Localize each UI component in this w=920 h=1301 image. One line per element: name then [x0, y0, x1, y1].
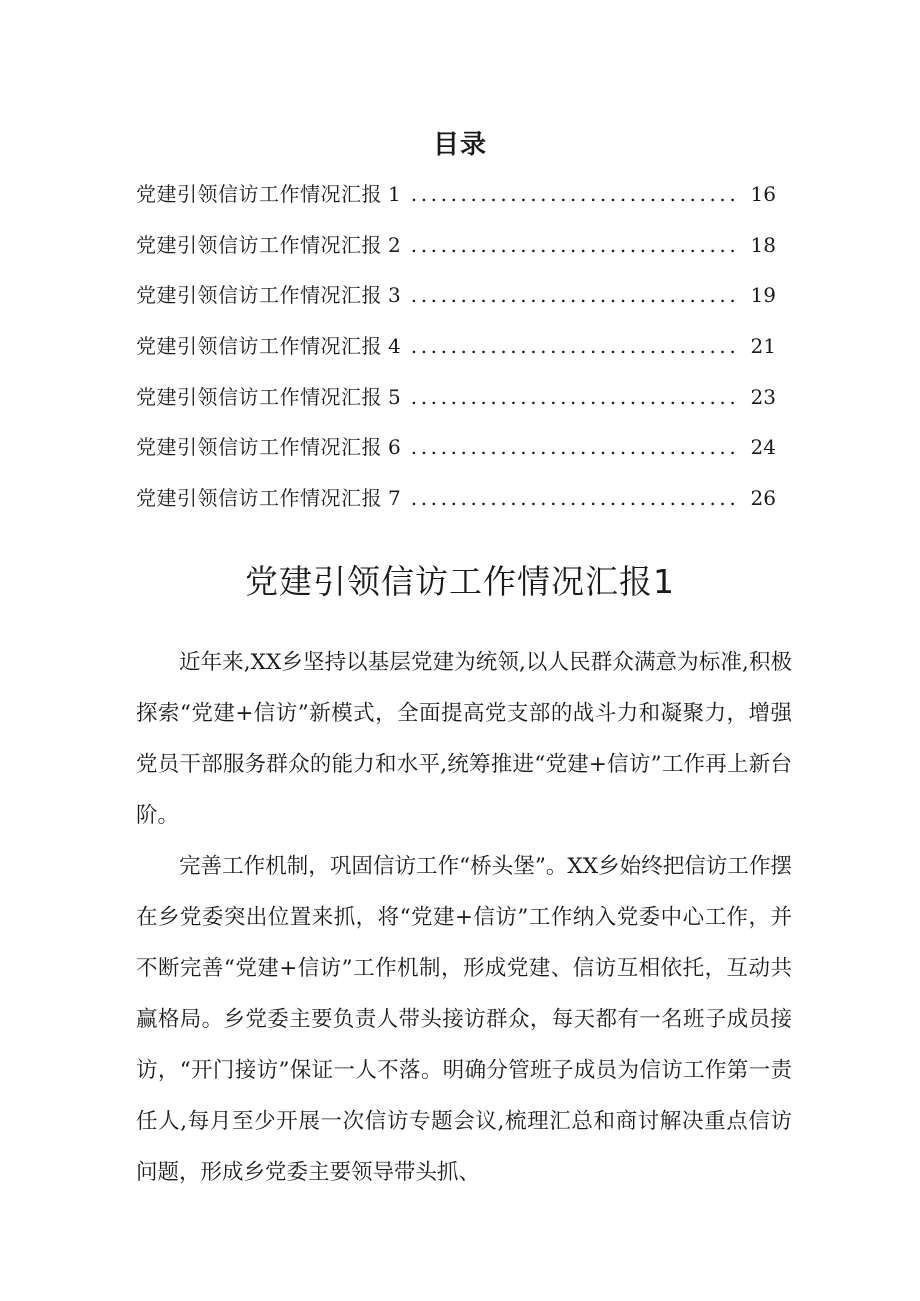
toc-entry-title: 党建引领信访工作情况汇报 [136, 384, 382, 409]
toc-entry[interactable] [136, 229, 776, 280]
toc-page-number: 21 [750, 334, 776, 359]
toc-entry-number: 1 [388, 182, 401, 206]
body-paragraph: 近年来,XX乡坚持以基层党建为统领,以人民群众满意为标准,积极探索“党建+信访”新模式，全面提高党支部的战斗力和凝聚力，增强党员干部服务群众的能力和水平,统筹推进“党建+信访”工作再上新台阶。 [136, 650, 792, 828]
toc-dot-leader [411, 486, 740, 510]
toc-entry-number: 5 [388, 384, 401, 409]
toc-entry-number: 2 [388, 232, 401, 257]
toc-entry-number: 3 [388, 283, 401, 308]
toc-entry[interactable] [136, 178, 776, 229]
toc-page-number: 16 [750, 182, 776, 206]
toc-dot-leader [411, 334, 740, 358]
toc-entry-number: 6 [388, 435, 401, 460]
toc-entry-title: 党建引领信访工作情况汇报 [136, 283, 382, 308]
toc-title: 目录 [432, 130, 487, 160]
toc-page-number: 26 [750, 486, 776, 511]
toc-entry-number: 7 [388, 486, 401, 511]
toc-entry-number: 4 [388, 334, 401, 359]
toc-entry[interactable] [136, 381, 776, 432]
toc-entry-title: 党建引领信访工作情况汇报 [136, 435, 382, 460]
toc-entry-title: 党建引领信访工作情况汇报 [136, 486, 382, 511]
document-title: 党建引领信访工作情况汇报1 [245, 562, 675, 601]
toc-page-number: 18 [750, 232, 776, 257]
toc-entry-title: 党建引领信访工作情况汇报 [136, 232, 382, 257]
toc-page-number: 23 [750, 384, 776, 409]
toc-entry-title: 党建引领信访工作情况汇报 [136, 334, 382, 359]
toc-page-number: 19 [750, 283, 776, 308]
toc-entry[interactable] [136, 431, 776, 482]
toc-dot-leader [411, 283, 740, 307]
toc-dot-leader [411, 182, 740, 206]
toc-entry-title: 党建引领信访工作情况汇报 [136, 182, 382, 206]
body-paragraph: 完善工作机制，巩固信访工作“桥头堡”。XX乡始终把信访工作摆在乡党委突出位置来抓，将“党建+信访”工作纳入党委中心工作，并不断完善“党建+信访”工作机制，形成党建、信访互相依托，互动共赢格局。乡党委主要负责人带头接访群众，每天都有一名班子成员接访，“开门接访”保证一人不落。明确分管班子成员为信访工作第一责任人,每月至少开展一次信访专题会议,梳理汇总和商讨解决重点信访问题，形成乡党委主要领导带头抓、 [136, 854, 792, 1185]
toc-entry[interactable] [136, 279, 776, 330]
toc-entry[interactable] [136, 482, 776, 533]
toc-dot-leader [411, 233, 740, 257]
toc-page-number: 24 [750, 435, 776, 460]
toc-dot-leader [411, 435, 740, 459]
table-of-contents [136, 178, 776, 533]
toc-entry[interactable] [136, 330, 776, 381]
toc-dot-leader [411, 385, 740, 409]
